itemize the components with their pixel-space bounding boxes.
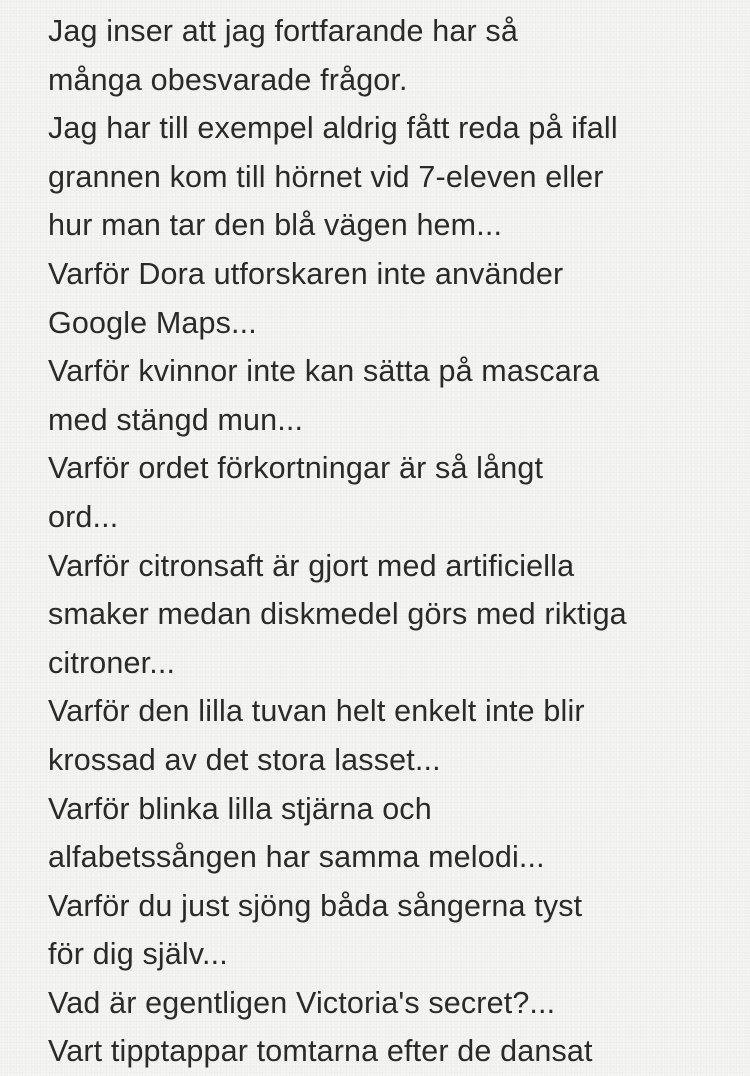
note-line: Jag inser att jag fortfarande har så	[48, 14, 518, 48]
note-line: Varför blinka lilla stjärna och	[48, 791, 432, 826]
note-line: Varför kvinnor inte kan sätta på mascara	[48, 354, 600, 389]
note-line: Jag har till exempel aldrig fått reda på ifall	[48, 111, 618, 146]
note-line: för dig själv...	[48, 937, 228, 972]
note-line: hur man tar den blå vägen hem...	[48, 208, 503, 243]
note-line: många obesvarade frågor.	[48, 62, 408, 97]
note-line: Varför du just sjöng båda sångerna tyst	[48, 888, 583, 923]
note-line: smaker medan diskmedel görs med riktiga	[48, 597, 627, 632]
note-line: Google Maps...	[48, 305, 257, 340]
note-line: Varför Dora utforskaren inte använder	[48, 256, 564, 291]
note-line: Varför citronsaft är gjort med artificiella	[48, 548, 575, 583]
note-body[interactable]	[48, 7, 718, 1076]
note-line: alfabetssången har samma melodi...	[48, 840, 545, 875]
note-line: grannen kom till hörnet vid 7-eleven eller	[48, 159, 604, 194]
note-line: krossad av det stora lasset...	[48, 742, 441, 777]
note-line: ord...	[48, 499, 119, 534]
note-line: citroner...	[48, 645, 176, 680]
note-line: Varför den lilla tuvan helt enkelt inte blir	[48, 694, 585, 729]
note-line: Varför ordet förkortningar är så långt	[48, 451, 544, 486]
note-line: Vad är egentligen Victoria's secret?...	[48, 985, 556, 1020]
note-line: med stängd mun...	[48, 402, 304, 437]
note-line: Vart tipptappar tomtarna efter de dansat	[48, 1034, 593, 1069]
